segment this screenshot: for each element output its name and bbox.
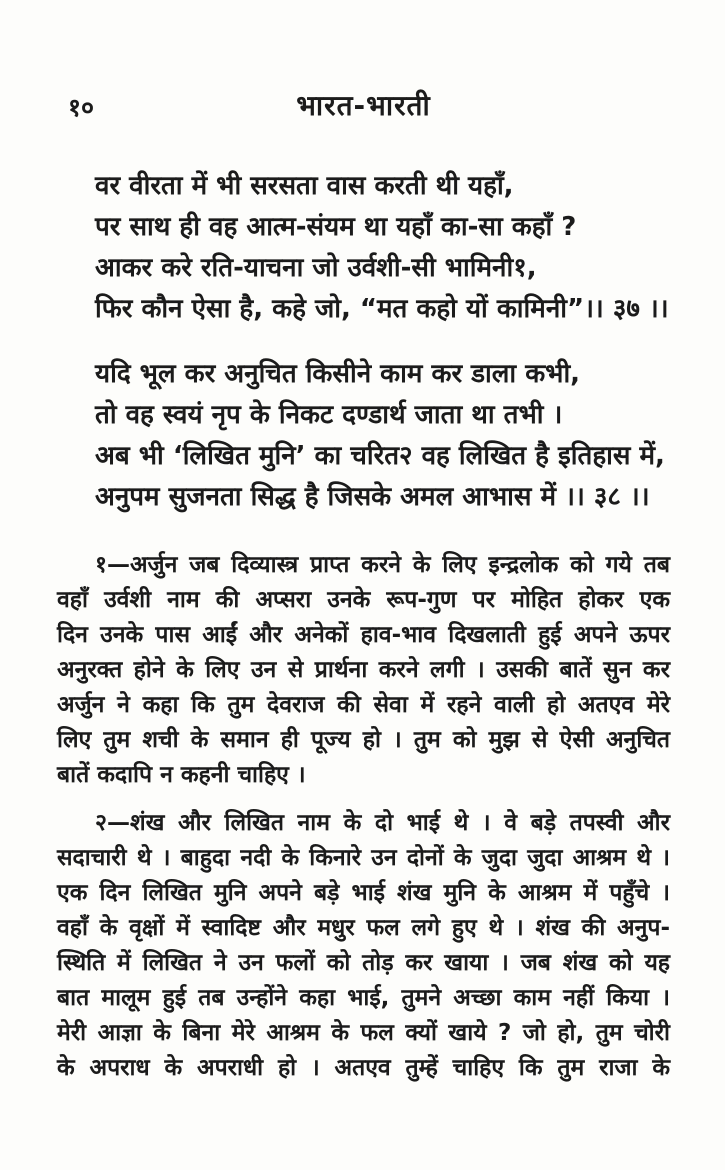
footnote-line: बातें कदापि न कहनी चाहिए । (57, 762, 306, 788)
footnote-line: वहाँ उर्वशी नाम की अप्सरा उनके रूप-गुण पर मोहित होकर एक (57, 587, 670, 613)
footnote-line: १—अर्जुन जब दिव्यास्त्र प्राप्त करने के लिए इन्द्रलोक को गये तब (95, 552, 670, 578)
footnote-line: के अपराध के अपराधी हो । अतएव तुम्हें चाहिए कि तुम राजा के (57, 1055, 670, 1081)
footnote-line: लिए तुम शची के समान ही पूज्य हो । तुम को मुझ से ऐसी अनुचित (57, 727, 670, 753)
footnote-line: २—शंख और लिखित नाम के दो भाई थे । वे बड़े तपस्वी और (95, 810, 670, 836)
page-number: १० (68, 93, 95, 122)
footnote-line: बात मालूम हुई तब उन्होंने कहा भाई, तुमने अच्छा काम नहीं किया । (57, 985, 670, 1011)
book-title: भारत-भारती (296, 89, 431, 122)
verse-line: तो वह स्वयं नृप के निकट दण्डार्थ जाता था तभी । (95, 400, 563, 430)
footnote-line: अर्जुन ने कहा कि तुम देवराज की सेवा में रहने वाली हो अतएव मेरे (57, 692, 670, 718)
verse-line: फिर कौन ऐसा है, कहे जो, “मत कहो यों कामिनी”।। ३७ ।। (95, 294, 669, 324)
verse-line: वर वीरता में भी सरसता वास करती थी यहाँ, (95, 171, 514, 201)
verse-stanza-38 (95, 354, 670, 518)
footnotes-section (57, 548, 670, 1086)
verse-line: अब भी ‘लिखित मुनि’ का चरित२ वह लिखित है इतिहास में, (95, 441, 665, 471)
footnote-line: स्थिति में लिखित ने उन फलों को तोड़ कर खाया । जब शंख को यह (57, 950, 670, 976)
footnote-2 (57, 806, 670, 1086)
footnote-line: दिन उनके पास आईं और अनेकों हाव-भाव दिखलाती हुई अपने ऊपर (57, 622, 670, 648)
footnote-line: मेरी आज्ञा के बिना मेरे आश्रम के फल क्यों खाये ? जो हो, तुम चोरी (57, 1020, 670, 1046)
verse-line: आकर करे रति-याचना जो उर्वशी-सी भामिनी१, (95, 253, 537, 283)
footnote-1 (57, 548, 670, 793)
verse-line: पर साथ ही वह आत्म-संयम था यहाँ का-सा कहाँ ? (95, 212, 577, 242)
footnote-line: एक दिन लिखित मुनि अपने बड़े भाई शंख मुनि के आश्रम में पहुँचे । (57, 880, 670, 906)
footnote-line: वहाँ के वृक्षों में स्वादिष्ट और मधुर फल लगे हुए थे । शंख की अनुप- (57, 915, 670, 941)
verse-line: अनुपम सुजनता सिद्ध है जिसके अमल आभास में ।। ३८ ।। (95, 482, 650, 512)
page-header (57, 86, 670, 126)
footnote-line: अनुरक्त होने के लिए उन से प्रार्थना करने लगी । उसकी बातें सुन कर (57, 657, 670, 683)
verse-line: यदि भूल कर अनुचित किसीने काम कर डाला कभी, (95, 359, 581, 389)
verse-stanza-37 (95, 166, 670, 330)
footnote-line: सदाचारी थे । बाहुदा नदी के किनारे उन दोनों के जुदा जुदा आश्रम थे । (57, 845, 670, 871)
